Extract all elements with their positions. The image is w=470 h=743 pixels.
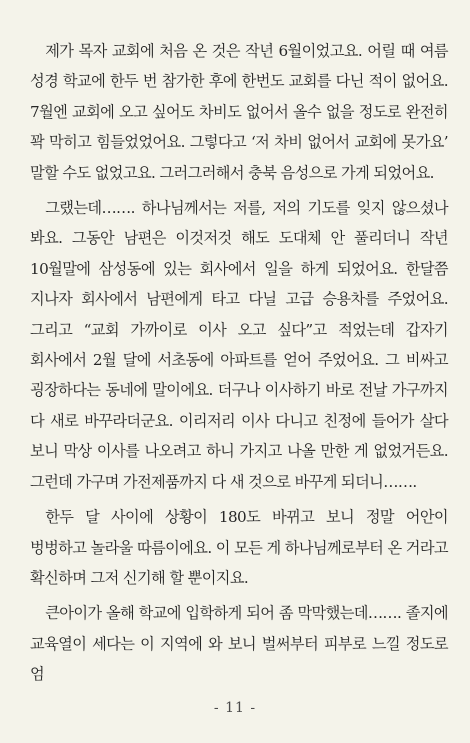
paragraph-4: 큰아이가 올해 학교에 입학하게 되어 좀 막막했는데……. 졸지에 교육열이 세다는 이 지역에 와 보니 벌써부터 피부로 느낄 정도로 엄 [30,604,448,684]
page-number: - 11 - [213,700,257,716]
paragraph-2: 그랬는데……. 하나님께서는 저를, 저의 기도를 잊지 않으셨나 봐요. 그동안 남편은 이것저것 해도 도대체 안 풀리더니 작년 10월말에 삼성동에 있는 회사에서 일을 하게 되었어요. 한달쯤 지나자 회사에서 남편에게 타고 다닐 고급 승용차를 주었어요. 그리고 “교회 가까이로 이사 오고 싶다”고 적었는데 갑자기 회사에서 2월 달에 서초동에 아파트를 얻어 주었어요. 그 비싸고 굉장하다는 동네에 말이에요. 더구나 이사하기 바로 전날 가구까지 다 새로 바꾸라더군요. 이리저리 이사 다니고 친정에 들어가 살다 보니 막상 이사를 나오려고 하니 가지고 나올 만한 게 없었거든요. 그런데 가구며 가전제품까지 다 새 것으로 바꾸게 되더니……. [30,199,448,491]
body-text [30,36,448,695]
paragraph-3: 한두 달 사이에 상황이 180도 바뀌고 보니 정말 어안이 벙벙하고 놀라울 따름이에요. 이 모든 게 하나님께로부터 온 거라고 확신하며 그저 신기해 할 뿐이지요. [30,508,448,587]
paragraph-1: 제가 목자 교회에 처음 온 것은 작년 6월이었고요. 어릴 때 여름 성경 학교에 한두 번 참가한 후에 한번도 교회를 다닌 적이 없어요. 7월엔 교회에 오고 싶어도 차비도 없어서 올수 없을 정도로 완전히 꽉 막히고 힘들었었어요. 그렇다고 ‘저 차비 없어서 교회에 못가요’ 말할 수도 없었고요. 그러그러해서 충북 음성으로 가게 되었어요. [30,42,448,182]
